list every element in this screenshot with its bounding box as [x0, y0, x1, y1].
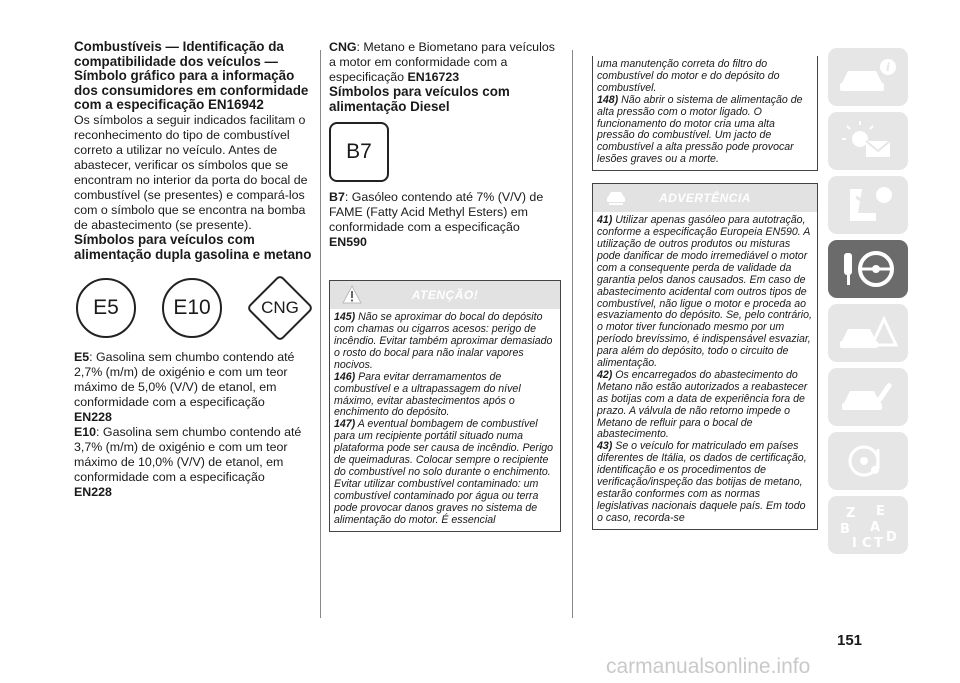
warning-item-number: 147): [334, 418, 356, 431]
warning-item: [334, 312, 556, 372]
advertencia-item: [597, 215, 813, 370]
column-divider-2: [572, 50, 573, 618]
tab-emergency[interactable]: [828, 304, 908, 362]
advertencia-item-number: 41): [597, 214, 613, 227]
advertencia-box: [592, 183, 818, 530]
e10-text: : Gasolina sem chumbo contendo até 3,7% (m/m) de oxigénio e com um teor máximo de 10,0% (V/V) de etanol, em conformidade com a especificação: [74, 425, 302, 485]
cng-code: CNG: [329, 40, 357, 54]
advertencia-item: [597, 370, 813, 441]
key-steering-wheel-icon: [836, 247, 900, 291]
warning-box-continued-body: [593, 56, 817, 170]
cng-description: [329, 40, 561, 85]
tab-warning-lights[interactable]: [828, 112, 908, 170]
b7-description: [329, 190, 561, 250]
tab-car-info[interactable]: [828, 48, 908, 106]
index-letter-c: C: [862, 536, 872, 549]
tab-maintenance[interactable]: [828, 368, 908, 426]
cng-symbol-label: CNG: [261, 298, 299, 318]
warning-lights-icon: [836, 121, 900, 161]
breakdown-triangle-icon: [836, 311, 900, 355]
warning-box-continued: [592, 56, 818, 171]
warning-item: [334, 372, 556, 420]
tab-safety[interactable]: [828, 176, 908, 234]
e5-description: [74, 350, 314, 425]
warning-item: [334, 419, 556, 526]
warning-item-number: 145): [334, 311, 356, 324]
tab-index[interactable]: [828, 496, 908, 554]
advertencia-box-header: [593, 184, 817, 212]
e10-standard: EN228: [74, 485, 112, 500]
warning-item: [597, 95, 813, 166]
column-3: [592, 56, 818, 530]
intro-paragraph: Os símbolos a seguir indicados facilitam o reconhecimento do tipo de combustível correto a utilizar no veículo. Antes de abastecer, verificar os símbolos que se encontram no interior da porta do bocal de combustível (se presentes) e compará-los com o símbolo que se encontra na bomba de abastecimento (se presente).: [74, 112, 308, 232]
warning-item-number: 146): [334, 370, 356, 383]
multimedia-icon: [836, 439, 900, 483]
advertencia-item-text: Se o veículo for matriculado em países diferentes de Itália, os dados de certificação, identificação e os procedimentos de verificação/inspeção das botijas de metano, estarão conformes com as normas legislativas nacionais daquele país. Em todo o caso, recorda-se: [597, 440, 807, 524]
index-letter-i: I: [852, 536, 857, 549]
advertencia-item-number: 43): [597, 440, 613, 453]
warning-box-header: [330, 281, 560, 309]
fuel-symbols-row: [76, 276, 312, 340]
warning-box: [329, 280, 561, 531]
column-2: [329, 40, 561, 532]
advertencia-item-text: Utilizar apenas gasóleo para autotração, conforme a especificação Europeia EN590. A utilização de outros produtos ou misturas pode danificar de modo irremediável o motor com a consequente perda de validade da garantia pelos danos causados. Em caso de abastecimento acidental com outros tipos de combustível, não ligue o motor e proceda ao esvaziamento do depósito. Se, pelo contrário, o motor tiver funcionado mesmo por um período brevíssimo, é indispensável esvaziar, para além do depósito, todo o circuito de alimentação.: [597, 214, 812, 370]
b7-text: : Gasóleo contendo até 7% (V/V) de FAME (Fatty Acid Methyl Esters) em conformidade com a especificação: [329, 190, 544, 235]
b7-standard: EN590: [329, 235, 367, 250]
e5-symbol: E5: [76, 278, 136, 338]
index-letter-t: T: [874, 536, 883, 549]
warning-item-text: A eventual bombagem de combustível para um recipiente portátil situado numa plataforma pode ser causa de incêndio. Perigo de queimaduras. Colocar sempre o recipiente do combustível no solo durante o enchimento. Evitar utilizar combustível contaminado: um combustível contaminado por água ou terra pode provocar danos graves no sistema de alimentação do motor. É essencial: [334, 418, 554, 526]
car-lift-icon: [605, 188, 627, 208]
warning-box-body: [330, 309, 560, 530]
svg-text:i: i: [886, 61, 891, 74]
index-letter-b: B: [840, 522, 850, 537]
car-info-icon: [836, 57, 900, 97]
warning-item-number: 148): [597, 93, 619, 106]
section-heading-fuel-identification: Combustíveis — Identificação da compatibilidade dos veículos — Símbolo gráfico para a informação dos consumidores em conformidade com a especificação EN16942: [74, 39, 309, 113]
cng-standard: EN16723: [407, 70, 460, 84]
chapter-tabs: [828, 48, 908, 560]
b7-symbol: B7: [329, 122, 389, 182]
e10-description: [74, 425, 314, 500]
index-letter-d: D: [886, 530, 897, 545]
warning-title: ATENÇÃO!: [411, 288, 479, 303]
e5-standard: EN228: [74, 410, 112, 425]
warning-item-text: Não se aproximar do bocal do depósito com chamas ou cigarros acesos: perigo de incêndio. Evitar também aproximar demasiado o rosto do bocal para não inalar vapores nocivos.: [334, 311, 553, 371]
tab-multimedia[interactable]: [828, 432, 908, 490]
e5-code: E5: [74, 350, 90, 365]
index-letter-a: A: [870, 520, 881, 535]
seat-airbag-icon: [836, 183, 900, 227]
watermark: carmanualsonline.info: [606, 655, 811, 678]
advertencia-item-text: Os encarregados do abastecimento do Metano não estão autorizados a reabastecer as botijas com a data de experiência fora de prazo. A válvula de não retorno impede o Metano de refluir para o bocal de abastecimento.: [597, 368, 808, 441]
tab-starting-driving[interactable]: [828, 240, 908, 298]
alphabetical-index-icon: [836, 501, 900, 549]
e10-symbol: E10: [162, 278, 222, 338]
b7-code: B7: [329, 190, 345, 205]
cng-symbol: [248, 276, 312, 340]
cng-text: : Metano e Biometano para veículos a motor em conformidade com a especificação: [329, 40, 555, 84]
advertencia-item-number: 42): [597, 368, 613, 381]
index-letter-z: Z: [846, 506, 856, 521]
advertencia-box-body: [593, 212, 817, 529]
warning-item-text: Não abrir o sistema de alimentação de alta pressão com o motor ligado. O funcionamento do motor cria uma alta pressão do combustível. Um jacto de combustível a alta pressão pode provocar lesões graves ou a morte.: [597, 93, 803, 166]
advertencia-title: ADVERTÊNCIA: [659, 191, 751, 206]
index-letter-e: E: [876, 504, 885, 519]
advertencia-item: [597, 441, 813, 524]
column-divider-1: [320, 50, 321, 618]
e10-code: E10: [74, 425, 97, 440]
section-heading-diesel: Símbolos para veículos com alimentação Diesel: [329, 84, 510, 114]
page-number: 151: [837, 632, 863, 649]
warning-item-text: Para evitar derramamentos de combustível e a ultrapassagem do nível máximo, evitar abastecimentos após o enchimento do depósito.: [334, 370, 521, 419]
e5-text: : Gasolina sem chumbo contendo até 2,7% (m/m) de oxigénio e com um teor máximo de 5,0% (V/V) de etanol, em conformidade com a especificação: [74, 350, 295, 410]
section-heading-dual-fuel: Símbolos para veículos com alimentação dupla gasolina e metano: [74, 231, 312, 262]
maintenance-wrench-icon: [836, 375, 900, 419]
column-1: [74, 40, 314, 500]
continued-text: uma manutenção correta do filtro do combustível do motor e do depósito do combustível.: [597, 58, 780, 94]
warning-triangle-icon: [342, 285, 362, 305]
